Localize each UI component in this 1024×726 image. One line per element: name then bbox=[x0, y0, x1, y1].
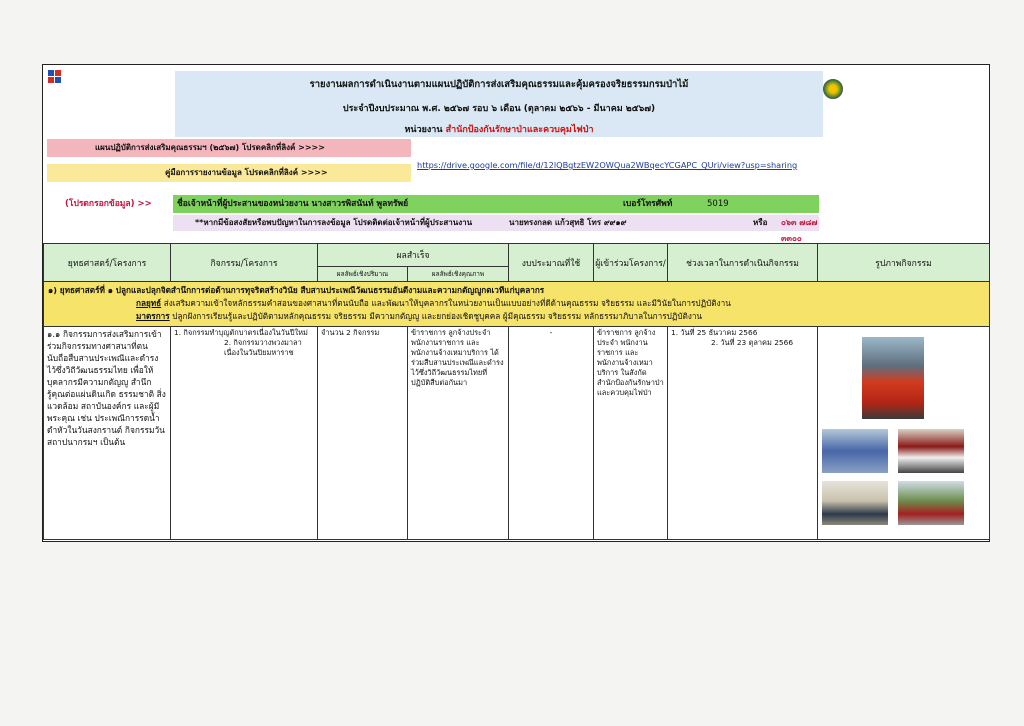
period-item: 2. วันที่ 23 ตุลาคม 2566 bbox=[711, 338, 794, 347]
period-cell bbox=[668, 327, 818, 540]
strategy-title: ๑) ยุทธศาสตร์ที่ ๑ ปลูกและปลุกจิตสำนึกการต่อต้านการทุจริตสร้างวินัย สืบสานประเพณีวัฒนธรรมอันดีงามและความกตัญญูกตเวทีแก่บุคลากร bbox=[48, 285, 545, 295]
quantitative-cell: จำนวน 2 กิจกรรม bbox=[318, 327, 408, 540]
period-item: 1. วันที่ 25 ธันวาคม 2566 bbox=[671, 328, 758, 337]
budget-cell: - bbox=[509, 327, 594, 540]
phone-label: เบอร์โทรศัพท์ bbox=[623, 199, 673, 209]
measure-line bbox=[48, 310, 985, 323]
activity-photo bbox=[898, 481, 964, 525]
contact-phone: ๐๖๓ ๗๘๗ ๓๓๐๐ bbox=[781, 218, 818, 243]
phone-number: 5019 bbox=[707, 199, 729, 209]
report-sheet bbox=[42, 64, 990, 542]
forest-department-seal-icon bbox=[823, 79, 843, 99]
header-activity: กิจกรรม/โครงการ bbox=[171, 244, 318, 282]
ceremony-photo bbox=[862, 337, 924, 419]
contact-note: **หากมีข้อสงสัยหรือพบปัญหาในการลงข้อมูล โปรดติดต่อเจ้าหน้าที่ผู้ประสานงาน bbox=[195, 218, 473, 227]
header-participants: ผู้เข้าร่วมโครงการ/ bbox=[594, 244, 668, 282]
unit-name: สำนักป้องกันรักษาป่าและควบคุมไฟป่า bbox=[445, 125, 594, 135]
participants-cell: ข้าราชการ ลูกจ้างประจำ พนักงานราชการ และพนักงานจ้างเหมาบริการ ในสังกัดสำนักป้องกันรักษาป่าและควบคุมไฟป่า bbox=[594, 327, 668, 540]
coordinator-name: ชื่อเจ้าหน้าที่ผู้ประสานของหน่วยงาน นางสาวรพิสนันท์ พูลทรัพย์ bbox=[177, 199, 409, 209]
header-results: ผลสำเร็จ bbox=[318, 244, 509, 267]
report-title-box bbox=[175, 71, 823, 137]
project-cell: ๑.๑ กิจกรรมการส่งเสริมการเข้าร่วมกิจกรรมทางศาสนาที่ตนนับถือสืบสานประเพณีและดำรงไว้ซึ่งวิถีวัฒนธรรมไทย เพื่อให้บุคลากรมีความกตัญญู สำนึกรู้คุณต่อแผ่นดินเกิด ธรรมชาติ สิ่งแวดล้อม สถาบันองค์กร และผู้มีพระคุณ เช่น ประเพณีการรดน้ำดำหัวในวันสงกรานต์ กิจกรรมวันสถาปนากรมฯ เป็นต้น bbox=[44, 327, 171, 540]
qualitative-cell: ข้าราชการ ลูกจ้างประจำ พนักงานราชการ และพนักงานจ้างเหมาบริการ ได้ร่วมสืบสานประเพณีและดำรงไว้ซึ่งวิถีวัฒนธรรมไทยที่ปฏิบัติสืบต่อกันมา bbox=[408, 327, 509, 540]
measure-label: มาตรการ bbox=[136, 311, 170, 321]
unit-label: หน่วยงาน bbox=[404, 125, 443, 135]
strategy-text: ส่งเสริมความเข้าใจหลักธรรมคำสอนของศาสนาที่ตนนับถือ และพัฒนาให้บุคลากรในหน่วยงานเป็นแบบอย่างที่ดีด้านคุณธรรม จริยธรรม และมีวินัยในการปฏิบัติงาน bbox=[163, 298, 731, 308]
header-strategy: ยุทธศาสตร์/โครงการ bbox=[44, 244, 171, 282]
header-photos: รูปภาพกิจกรรม bbox=[818, 244, 990, 282]
activity-item: 2. กิจกรรมวางพวงมาลาเนื่องในวันปิยมหาราช bbox=[224, 338, 302, 357]
measure-text: ปลูกฝังการเรียนรู้และปฏิบัติตามหลักคุณธรรม จริยธรรม มีความกตัญญู และยกย่องเชิดชูบุคคล ผู้มีคุณธรรม จริยธรรม หลักธรรมาภิบาลในการปฏิบัติงาน bbox=[172, 311, 703, 321]
contact-name: นายทรงกลด แก้วสุทธิ โทร ๙๙๑๙ bbox=[509, 218, 627, 227]
strategy-line bbox=[48, 297, 985, 310]
fill-in-prompt: (โปรดกรอกข้อมูล) >> bbox=[65, 199, 152, 209]
contact-note-row bbox=[173, 215, 819, 243]
strategy-banner bbox=[44, 282, 990, 327]
header-period: ช่วงเวลาในการดำเนินกิจกรรม bbox=[668, 244, 818, 282]
header-budget: งบประมาณที่ใช้ bbox=[509, 244, 594, 282]
manual-link-label[interactable]: คู่มือการรายงานข้อมูล โปรดคลิกที่ลิงค์ >>>> bbox=[47, 164, 411, 182]
report-period: ประจำปีงบประมาณ พ.ศ. ๒๕๖๗ รอบ ๖ เดือน (ตุลาคม ๒๕๖๖ - มีนาคม ๒๕๖๗) bbox=[342, 104, 656, 114]
coordinator-row bbox=[173, 195, 819, 213]
header-qualitative: ผลลัพธ์เชิงคุณภาพ bbox=[408, 267, 509, 282]
report-unit bbox=[175, 122, 823, 136]
plan-link-label[interactable]: แผนปฏิบัติการส่งเสริมคุณธรรมฯ (๒๕๖๗) โปรดคลิกที่ลิงค์ >>>> bbox=[47, 139, 411, 157]
activity-photo bbox=[822, 481, 888, 525]
header-quantitative: ผลลัพธ์เชิงปริมาณ bbox=[318, 267, 408, 282]
drive-link[interactable]: https://drive.google.com/file/d/12lQBgtzEW2OWQua2WBqecYCGAPC_QUri/view?usp=sharing bbox=[417, 160, 798, 170]
activity-photo bbox=[822, 429, 888, 473]
photos-cell bbox=[818, 327, 990, 540]
or-label: หรือ bbox=[753, 218, 768, 227]
activity-item: 1. กิจกรรมทำบุญตักบาตรเนื่องในวันปีใหม่ bbox=[174, 328, 308, 337]
activity-cell bbox=[171, 327, 318, 540]
activity-table bbox=[43, 243, 990, 540]
department-logo-icon bbox=[48, 70, 62, 84]
activity-photo bbox=[898, 429, 964, 473]
report-title: รายงานผลการดำเนินงานตามแผนปฏิบัติการส่งเสริมคุณธรรมและคุ้มครองจริยธรรมกรมป่าไม้ bbox=[309, 79, 689, 90]
strategy-label: กลยุทธ์ bbox=[136, 298, 162, 308]
